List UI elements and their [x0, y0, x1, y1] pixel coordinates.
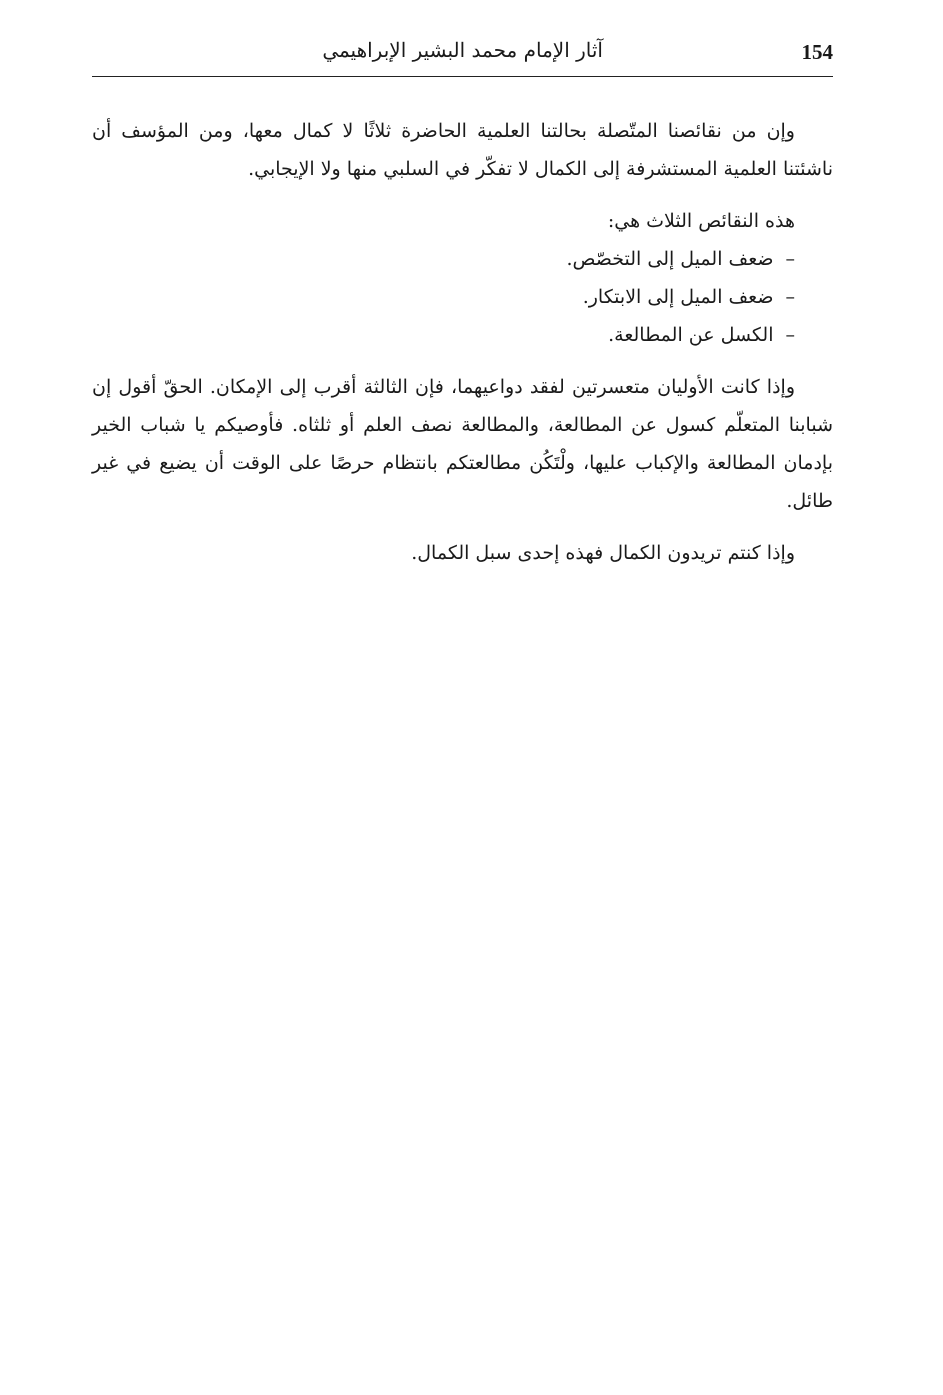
page-header: [92, 36, 833, 77]
page-number: 154: [801, 40, 833, 64]
paragraph-2: وإذا كانت الأوليان متعسرتين لفقد دواعيهما، فإن الثالثة أقرب إلى الإمكان. الحقّ أقول إن شبابنا المتعلّم كسول عن المطالعة، والمطالعة نصف العلم أو ثلثاه. فأوصيكم يا شباب الخير بإدمان المطالعة والإكباب عليها، ولْتَكُن مطالعتكم بانتظام حرصًا على الوقت أن يضيع في غير طائل.: [92, 376, 833, 512]
deficiencies-list: [92, 240, 833, 354]
paragraph-1: وإن من نقائصنا المتّصلة بحالتنا العلمية الحاضرة ثلاثًا لا كمال معها، ومن المؤسف أن ناشئتنا العلمية المستشرفة إلى الكمال لا تفكّر في السلبي منها ولا الإيجابي.: [92, 120, 833, 180]
paragraph-3: وإذا كنتم تريدون الكمال فهذه إحدى سبل الكمال.: [411, 542, 795, 564]
list-item: [92, 316, 833, 354]
list-item: [92, 278, 833, 316]
list-item: [92, 240, 833, 278]
list-item-text: الكسل عن المطالعة.: [608, 324, 774, 346]
body-text: [92, 112, 833, 586]
list-item-text: ضعف الميل إلى التخصّص.: [566, 248, 774, 270]
list-item-text: ضعف الميل إلى الابتكار.: [582, 286, 774, 308]
list-intro: هذه النقائص الثلاث هي:: [607, 210, 795, 232]
running-title: آثار الإمام محمد البشير الإبراهيمي: [322, 38, 603, 62]
dash-marker: –: [785, 286, 795, 308]
dash-marker: –: [785, 324, 795, 346]
dash-marker: –: [785, 248, 795, 270]
